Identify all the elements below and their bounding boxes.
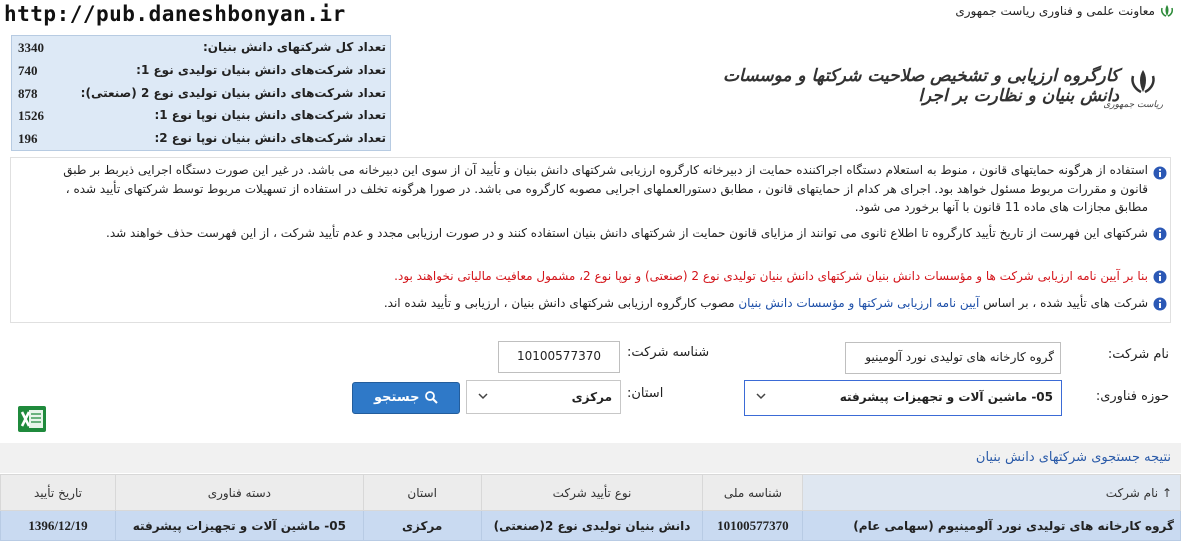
- cell-province: مرکزی: [363, 511, 481, 541]
- results-table: [0, 474, 1181, 541]
- stat-value: 740: [18, 62, 38, 78]
- column-header-province[interactable]: استان: [363, 475, 481, 511]
- site-url[interactable]: http://pub.daneshbonyan.ir: [4, 2, 346, 26]
- chevron-down-icon: [755, 390, 767, 402]
- notice-list-validity: شرکتهای این فهرست از تاریخ تأیید کارگروه تا اطلاع ثانوی می توانند از مزایای قانون حمایت از شرکتهای دانش بنیان استفاده کنند و در صورت ارزیابی مجدد و عدم تأیید شرکت ، از این فهرست حذف خواهند شد.: [106, 226, 1148, 240]
- stat-row: [12, 127, 390, 150]
- stats-panel: [11, 35, 391, 151]
- iran-emblem-icon: [1127, 68, 1159, 96]
- notice-support-inquiry: استفاده از هرگونه حمایتهای قانون ، منوط به استعلام دستگاه اجراکننده حمایت از دبیرخانه کارگروه ارزیابی شرکتهای دانش بنیان و تأیید آن از سوی این دبیرخانه می باشد. در غیر این صورت دستگاه اجرایی ذیربط بر طبق قانون و مقررات مربوط مسئول خواهد بود. اجرای هر کدام از حمایتهای قانون ، مطابق دستورالعملهای اجرایی مصوبه کارگروه می باشد. در صورا هرگونه تخلف در استفاده از تسهیلات مربوط توسط شرکتهای تأیید شده ، مطابق مجازات های ماده 11 قانون با آنها برخورد می شود.: [63, 163, 1148, 214]
- info-icon: [1153, 297, 1167, 311]
- company-name-input[interactable]: گروه کارخانه های تولیدی نورد آلومینیو: [845, 342, 1061, 374]
- province-label: استان:: [627, 386, 664, 401]
- company-name-label: نام شرکت:: [1107, 347, 1169, 362]
- committee-logo-title: کارگروه ارزیابی و تشخیص صلاحیت شرکتها و موسسات دانش بنیان و نظارت بر اجرا: [723, 66, 1119, 106]
- stat-value: 3340: [18, 40, 44, 55]
- logo-caption: ریاست جمهوری: [1103, 100, 1163, 110]
- column-header-national-id[interactable]: شناسه ملی: [703, 475, 803, 511]
- national-id-label: شناسه شرکت:: [627, 345, 710, 360]
- notice-approval-basis: [41, 294, 1148, 313]
- stat-row: [12, 82, 390, 105]
- info-icon: [1153, 166, 1167, 180]
- table-row[interactable]: [1, 511, 1181, 541]
- regulation-link[interactable]: آیین نامه ارزیابی شرکتها و مؤسسات دانش بنیان: [738, 296, 980, 310]
- column-header-approval-date[interactable]: تاریخ تأیید: [1, 475, 116, 511]
- province-select[interactable]: [466, 380, 621, 414]
- tech-area-value: 05- ماشین آلات و تجهیزات پیشرفته: [839, 390, 1053, 404]
- result-title: نتیجه جستجوی شرکتهای دانش بنیان: [0, 443, 1181, 473]
- notice-tax-exemption: بنا بر آیین نامه ارزیابی شرکت ها و مؤسسات دانش بنیان شرکتهای دانش بنیان تولیدی نوع 2 (صنعتی) و نوپا نوع 2، مشمول معافیت مالیاتی نخواهند بود.: [394, 269, 1148, 283]
- stat-label: تعداد کل شرکتهای دانش بنیان:: [202, 40, 386, 54]
- column-header-company-name[interactable]: [803, 475, 1181, 511]
- stat-value: 878: [18, 85, 38, 101]
- chevron-down-icon: [477, 390, 489, 402]
- cell-tech-category: 05- ماشین آلات و تجهیزات پیشرفته: [115, 511, 363, 541]
- notices-panel: [10, 157, 1171, 323]
- tech-area-label: حوزه فناوری:: [1095, 389, 1169, 404]
- iran-emblem-icon: [1159, 3, 1175, 19]
- column-header-approval-type[interactable]: نوع تأیید شرکت: [481, 475, 703, 511]
- tech-area-select[interactable]: [744, 380, 1062, 416]
- info-icon: [1153, 227, 1167, 241]
- column-label: نام شرکت: [1105, 485, 1159, 500]
- stat-row: [12, 104, 390, 127]
- search-icon: [424, 390, 438, 404]
- stat-value: 1526: [18, 108, 44, 124]
- search-button[interactable]: [352, 382, 460, 414]
- stat-label: تعداد شرکت‌های دانش بنیان تولیدی نوع 2 (صنعتی):: [80, 85, 386, 100]
- search-button-label: جستجو: [374, 390, 420, 405]
- excel-icon[interactable]: [17, 405, 47, 433]
- stat-value: 196: [18, 131, 38, 147]
- table-header-row: [1, 475, 1181, 511]
- national-id-input[interactable]: 10100577370: [498, 341, 620, 373]
- stat-row: [12, 59, 390, 82]
- notice-text: مصوب کارگروه ارزیابی شرکتهای دانش بنیان ، ارزیابی و تأیید شده اند.: [383, 296, 735, 310]
- stat-row: [12, 36, 390, 59]
- cell-national-id: 10100577370: [703, 511, 803, 541]
- cell-approval-type: دانش بنیان تولیدی نوع 2(صنعتی): [481, 511, 703, 541]
- stat-label: تعداد شرکت‌های دانش بنیان نوپا نوع 1:: [154, 108, 386, 123]
- sort-indicator: ↑: [1161, 485, 1172, 500]
- cell-company-name: گروه کارخانه های تولیدی نورد آلومینیوم (سهامی عام): [803, 511, 1181, 541]
- stat-label: تعداد شرکت‌های دانش بنیان نوپا نوع 2:: [154, 131, 386, 146]
- notice-text: شرکت های تأیید شده ، بر اساس: [983, 296, 1148, 310]
- cell-approval-date: 1396/12/19: [1, 511, 116, 541]
- province-value: مرکزی: [571, 390, 612, 404]
- column-header-tech-category[interactable]: دسته فناوری: [115, 475, 363, 511]
- info-icon: [1153, 270, 1167, 284]
- stat-label: تعداد شرکت‌های دانش بنیان تولیدی نوع 1:: [136, 62, 386, 77]
- vp-title: معاونت علمی و فناوری ریاست جمهوری: [955, 4, 1155, 18]
